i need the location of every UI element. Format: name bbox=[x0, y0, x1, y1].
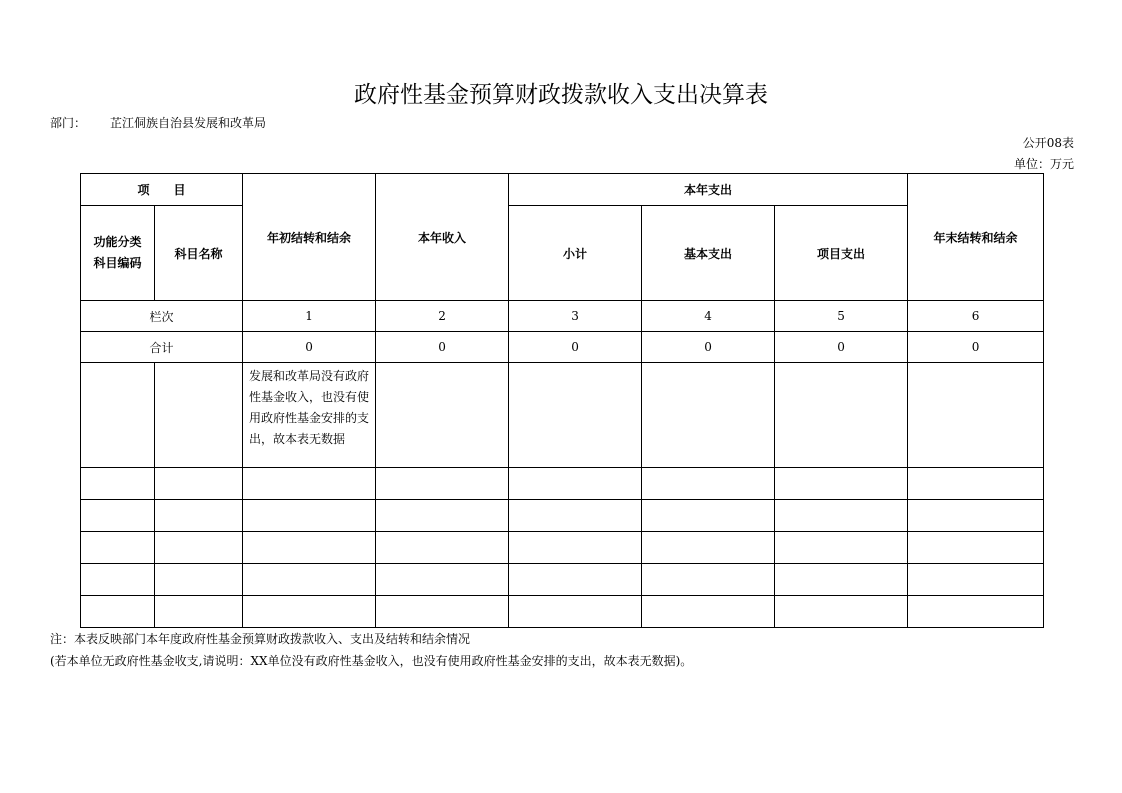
table-cell bbox=[81, 564, 155, 596]
column-index-label: 栏次 bbox=[81, 301, 243, 332]
table-cell bbox=[376, 468, 509, 500]
header-opening-balance: 年初结转和结余 bbox=[243, 174, 376, 301]
no-data-note: 发展和改革局没有政府性基金收入，也没有使用政府性基金安排的支出，故本表无数据 bbox=[243, 363, 376, 468]
footnote-1: 注：本表反映部门本年度政府性基金预算财政拨款收入、支出及结转和结余情况 bbox=[50, 632, 471, 646]
header-subtotal: 小计 bbox=[509, 206, 642, 301]
header-subject-name: 科目名称 bbox=[155, 206, 243, 301]
table-cell bbox=[775, 500, 908, 532]
table-cell bbox=[775, 596, 908, 628]
table-row bbox=[81, 363, 1044, 468]
unit-label: 单位：万元 bbox=[1013, 157, 1074, 171]
table-cell bbox=[775, 363, 908, 468]
table-cell bbox=[376, 363, 509, 468]
table-cell bbox=[642, 363, 775, 468]
header-item: 项 目 bbox=[81, 174, 243, 206]
table-cell bbox=[243, 596, 376, 628]
column-index-cell: 3 bbox=[509, 301, 642, 332]
table-cell bbox=[376, 532, 509, 564]
table-cell bbox=[509, 596, 642, 628]
table-cell bbox=[775, 532, 908, 564]
table-row bbox=[81, 468, 1044, 500]
table-cell bbox=[243, 564, 376, 596]
table-cell bbox=[908, 564, 1044, 596]
header-closing-balance: 年末结转和结余 bbox=[908, 174, 1044, 301]
column-index-cell: 6 bbox=[908, 301, 1044, 332]
table-cell bbox=[81, 363, 155, 468]
table-cell bbox=[642, 532, 775, 564]
table-cell bbox=[642, 468, 775, 500]
table-cell bbox=[155, 596, 243, 628]
header-current-income: 本年收入 bbox=[376, 174, 509, 301]
table-cell bbox=[155, 564, 243, 596]
table-cell bbox=[376, 564, 509, 596]
table-cell bbox=[509, 500, 642, 532]
table-row bbox=[81, 532, 1044, 564]
table-cell bbox=[908, 500, 1044, 532]
table-cell bbox=[908, 532, 1044, 564]
column-index-cell: 1 bbox=[243, 301, 376, 332]
table-cell bbox=[155, 363, 243, 468]
total-cell: 0 bbox=[642, 332, 775, 363]
header-basic-expenditure: 基本支出 bbox=[642, 206, 775, 301]
table-cell bbox=[155, 500, 243, 532]
page-title: 政府性基金预算财政拨款收入支出决算表 bbox=[354, 82, 768, 108]
table-cell bbox=[81, 468, 155, 500]
table-cell bbox=[155, 532, 243, 564]
table-cell bbox=[243, 468, 376, 500]
table-cell bbox=[908, 596, 1044, 628]
total-row bbox=[81, 332, 1044, 363]
table-row bbox=[81, 564, 1044, 596]
fund-table bbox=[80, 173, 1044, 628]
header-func-code: 功能分类 科目编码 bbox=[81, 206, 155, 301]
table-cell bbox=[81, 532, 155, 564]
table-cell bbox=[81, 596, 155, 628]
table-cell bbox=[642, 564, 775, 596]
table-cell bbox=[243, 532, 376, 564]
total-label: 合计 bbox=[81, 332, 243, 363]
header-current-expenditure: 本年支出 bbox=[509, 174, 908, 206]
table-code: 公开08表 bbox=[1022, 136, 1074, 150]
table-cell bbox=[509, 564, 642, 596]
column-index-cell: 5 bbox=[775, 301, 908, 332]
header-project-expenditure: 项目支出 bbox=[775, 206, 908, 301]
table-cell bbox=[775, 564, 908, 596]
table-cell bbox=[509, 532, 642, 564]
table-cell bbox=[908, 468, 1044, 500]
table-cell bbox=[509, 363, 642, 468]
table-cell bbox=[642, 500, 775, 532]
table-cell bbox=[243, 500, 376, 532]
table-cell bbox=[775, 468, 908, 500]
department-value: 芷江侗族自治县发展和改革局 bbox=[110, 116, 267, 130]
table-row bbox=[81, 500, 1044, 532]
footnote-2: (若本单位无政府性基金收支,请说明：XX单位没有政府性基金收入，也没有使用政府性基金安排的支出，故本表无数据)。 bbox=[50, 654, 693, 668]
table-cell bbox=[155, 468, 243, 500]
column-index-cell: 2 bbox=[376, 301, 509, 332]
total-cell: 0 bbox=[509, 332, 642, 363]
department-line bbox=[50, 114, 266, 131]
table-cell bbox=[81, 500, 155, 532]
department-label: 部门： bbox=[50, 116, 87, 130]
table-cell bbox=[509, 468, 642, 500]
column-index-row bbox=[81, 301, 1044, 332]
total-cell: 0 bbox=[775, 332, 908, 363]
total-cell: 0 bbox=[376, 332, 509, 363]
table-cell bbox=[376, 500, 509, 532]
total-cell: 0 bbox=[243, 332, 376, 363]
table-cell bbox=[642, 596, 775, 628]
table-cell bbox=[908, 363, 1044, 468]
column-index-cell: 4 bbox=[642, 301, 775, 332]
table-cell bbox=[376, 596, 509, 628]
total-cell: 0 bbox=[908, 332, 1044, 363]
table-row bbox=[81, 596, 1044, 628]
